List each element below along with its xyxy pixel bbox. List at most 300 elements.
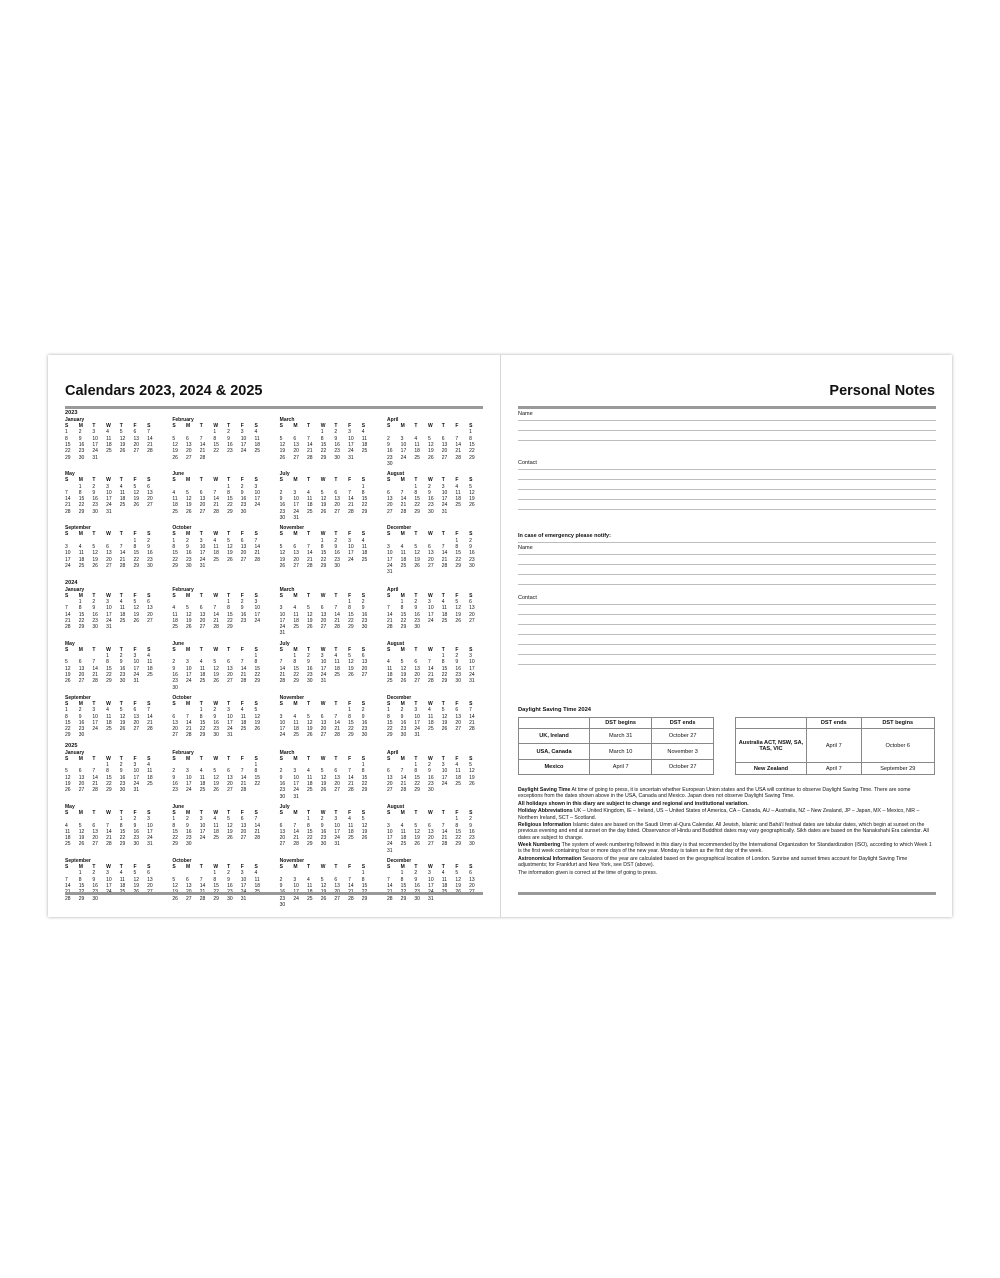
day-cell: 16 bbox=[334, 550, 340, 557]
weekday-label: T bbox=[227, 646, 231, 653]
day-cell: 10 bbox=[254, 489, 261, 496]
day-cell: 1 bbox=[227, 483, 230, 490]
day-cell: 4 bbox=[307, 876, 310, 883]
day-cell: 1 bbox=[133, 537, 137, 544]
day-cell: 2 bbox=[307, 653, 310, 660]
page-title: Calendars 2023, 2024 & 2025 bbox=[65, 383, 263, 399]
dst-date: April 7 bbox=[807, 763, 862, 775]
month-name: February bbox=[172, 749, 194, 756]
day-cell bbox=[293, 902, 307, 908]
day-cell: 7 bbox=[386, 605, 390, 612]
day-cell: 3 bbox=[428, 870, 431, 877]
month-name: July bbox=[279, 640, 290, 647]
day-cell: 2 bbox=[334, 429, 338, 436]
day-cell bbox=[227, 455, 241, 461]
weekday-label: W bbox=[213, 477, 219, 484]
dst-date: April 7 bbox=[590, 760, 652, 775]
day-cell: 22 bbox=[227, 617, 233, 624]
dst-region: USA, Canada bbox=[519, 744, 590, 760]
day-cell: 13 bbox=[78, 665, 85, 672]
day-cell: 23 bbox=[240, 617, 247, 624]
day-cell bbox=[213, 563, 227, 569]
week-row bbox=[65, 896, 161, 902]
day-cell: 9 bbox=[227, 435, 230, 442]
weekday-label: T bbox=[307, 592, 311, 599]
day-cell: 5 bbox=[133, 598, 137, 605]
day-cell: 5 bbox=[92, 544, 96, 551]
diary-spread bbox=[48, 355, 952, 917]
write-line bbox=[518, 500, 936, 510]
day-cell: 12 bbox=[65, 774, 71, 781]
day-cell: 11 bbox=[240, 713, 246, 720]
day-cell: 2 bbox=[92, 483, 96, 490]
weekday-label: S bbox=[279, 755, 283, 762]
day-cell: 21 bbox=[400, 502, 407, 509]
dst-date: March 31 bbox=[590, 729, 652, 744]
day-cell: 24 bbox=[106, 617, 112, 624]
weekday-label: T bbox=[441, 423, 445, 429]
day-cell: 17 bbox=[147, 828, 153, 835]
weekday-label: S bbox=[469, 531, 473, 538]
day-cell: 11 bbox=[119, 605, 125, 612]
day-cell: 12 bbox=[172, 441, 178, 448]
write-line bbox=[518, 470, 936, 480]
day-cell: 23 bbox=[92, 502, 98, 509]
day-cell: 3 bbox=[348, 429, 351, 436]
day-cell: 14 bbox=[441, 828, 448, 835]
day-cell: 4 bbox=[455, 483, 459, 490]
day-cell: 1 bbox=[172, 816, 176, 823]
day-cell: 13 bbox=[293, 550, 299, 557]
day-cell: 23 bbox=[334, 448, 340, 455]
day-cell: 7 bbox=[455, 435, 459, 442]
weekday-label: T bbox=[199, 423, 203, 429]
day-cell: 24 bbox=[186, 678, 192, 685]
day-cell: 7 bbox=[199, 435, 203, 442]
weekday-label: T bbox=[441, 700, 445, 707]
day-cell: 19 bbox=[320, 781, 327, 788]
day-cell: 11 bbox=[199, 665, 205, 672]
day-cell: 30 bbox=[400, 732, 407, 739]
day-cell: 2 bbox=[147, 537, 150, 544]
day-cell: 5 bbox=[469, 483, 472, 490]
day-cell: 14 bbox=[334, 611, 340, 618]
day-cell: 24 bbox=[386, 841, 393, 848]
day-cell: 9 bbox=[320, 822, 324, 829]
day-cell: 22 bbox=[293, 671, 299, 678]
weekday-label: M bbox=[293, 477, 298, 484]
day-cell: 16 bbox=[414, 883, 420, 890]
day-cell: 11 bbox=[348, 822, 354, 829]
day-cell: 31 bbox=[414, 732, 420, 739]
day-cell: 23 bbox=[320, 835, 327, 842]
day-cell: 6 bbox=[92, 822, 96, 829]
day-cell: 1 bbox=[106, 653, 109, 660]
day-cell: 13 bbox=[455, 713, 461, 720]
day-cell: 15 bbox=[361, 883, 368, 890]
day-cell: 28 bbox=[213, 624, 219, 631]
day-cell: 7 bbox=[400, 489, 404, 496]
day-cell: 2 bbox=[361, 598, 365, 605]
day-cell: 26 bbox=[133, 617, 139, 624]
day-cell: 7 bbox=[386, 876, 390, 883]
day-cell: 28 bbox=[386, 895, 393, 902]
day-cell: 27 bbox=[334, 895, 340, 902]
day-cell: 24 bbox=[92, 726, 98, 733]
day-cell: 16 bbox=[469, 550, 475, 557]
month-name: August bbox=[386, 471, 405, 478]
day-cell bbox=[348, 515, 362, 521]
day-cell: 4 bbox=[78, 544, 82, 551]
day-cell: 6 bbox=[334, 489, 338, 496]
month-row bbox=[65, 695, 483, 743]
weekday-label: F bbox=[455, 809, 459, 816]
day-cell bbox=[321, 902, 335, 908]
day-cell: 26 bbox=[428, 454, 434, 461]
day-cell: 17 bbox=[65, 556, 71, 563]
day-cell: 2 bbox=[334, 537, 338, 544]
day-cell: 9 bbox=[279, 496, 283, 503]
day-cell: 14 bbox=[213, 611, 219, 618]
day-cell: 16 bbox=[361, 611, 368, 618]
day-cell: 15 bbox=[307, 828, 313, 835]
day-cell: 24 bbox=[279, 732, 286, 739]
day-cell: 21 bbox=[147, 441, 153, 448]
day-cell: 26 bbox=[361, 835, 368, 842]
day-cell: 18 bbox=[400, 556, 407, 563]
day-cell: 13 bbox=[133, 713, 139, 720]
day-cell: 9 bbox=[227, 876, 230, 883]
day-cell: 31 bbox=[293, 793, 299, 800]
day-cell: 12 bbox=[428, 441, 434, 448]
day-cell: 28 bbox=[293, 841, 299, 848]
day-cell: 19 bbox=[279, 556, 286, 563]
weekday-label: F bbox=[348, 700, 352, 707]
day-cell: 16 bbox=[428, 496, 434, 503]
day-cell: 11 bbox=[400, 828, 406, 835]
day-cell bbox=[455, 461, 469, 467]
day-cell: 29 bbox=[348, 732, 354, 739]
day-cell bbox=[348, 841, 362, 847]
day-cell: 19 bbox=[414, 835, 420, 842]
day-cell bbox=[362, 794, 376, 800]
month-name: July bbox=[279, 471, 290, 478]
day-cell: 27 bbox=[386, 787, 393, 794]
name-field bbox=[518, 411, 936, 441]
day-cell: 7 bbox=[428, 659, 431, 666]
day-cell: 27 bbox=[240, 835, 247, 842]
day-cell: 26 bbox=[320, 508, 327, 515]
month-grid bbox=[172, 587, 268, 637]
day-cell: 12 bbox=[133, 489, 139, 496]
day-cell: 4 bbox=[213, 537, 217, 544]
day-cell: 6 bbox=[334, 768, 338, 775]
day-cell: 11 bbox=[78, 550, 84, 557]
day-cell: 2 bbox=[119, 762, 123, 769]
info-paragraph bbox=[518, 822, 936, 841]
reference-notes bbox=[518, 787, 936, 877]
week-row bbox=[172, 563, 268, 569]
day-cell: 6 bbox=[441, 435, 445, 442]
day-cell bbox=[213, 685, 227, 691]
day-cell: 18 bbox=[213, 828, 219, 835]
day-cell: 14 bbox=[199, 883, 206, 890]
day-cell: 13 bbox=[469, 605, 475, 612]
day-cell: 15 bbox=[65, 441, 71, 448]
day-cell: 14 bbox=[254, 544, 261, 551]
day-cell: 22 bbox=[172, 556, 178, 563]
day-cell: 24 bbox=[92, 448, 98, 455]
weekday-label: T bbox=[441, 531, 445, 538]
day-cell: 28 bbox=[147, 726, 153, 733]
weekday-label: T bbox=[92, 700, 96, 707]
day-cell: 23 bbox=[469, 556, 475, 563]
day-cell: 13 bbox=[334, 883, 340, 890]
weekday-label: S bbox=[386, 592, 391, 599]
day-cell bbox=[241, 732, 255, 738]
day-cell: 30 bbox=[186, 841, 192, 848]
day-cell: 3 bbox=[227, 707, 230, 714]
weekday-label: M bbox=[400, 646, 405, 653]
weekday-label: T bbox=[334, 700, 338, 707]
day-cell: 23 bbox=[186, 556, 192, 563]
day-cell: 22 bbox=[386, 726, 393, 733]
day-cell: 23 bbox=[414, 617, 420, 624]
day-cell bbox=[254, 624, 268, 630]
day-cell: 2 bbox=[172, 659, 176, 666]
day-cell: 11 bbox=[254, 876, 260, 883]
day-cell: 25 bbox=[240, 726, 247, 733]
day-cell: 2 bbox=[455, 653, 459, 660]
day-cell: 26 bbox=[119, 448, 126, 455]
weekday-label: T bbox=[334, 755, 338, 762]
weekday-label: F bbox=[240, 809, 244, 816]
day-cell: 7 bbox=[106, 822, 109, 829]
day-cell: 17 bbox=[386, 556, 393, 563]
day-cell: 31 bbox=[441, 508, 448, 515]
day-cell: 15 bbox=[469, 441, 475, 448]
day-cell: 23 bbox=[119, 781, 126, 788]
day-cell: 20 bbox=[186, 448, 192, 455]
day-cell: 23 bbox=[400, 726, 407, 733]
day-cell: 12 bbox=[227, 544, 233, 551]
weekday-label: S bbox=[65, 700, 69, 707]
week-row bbox=[387, 848, 483, 854]
dst-table-north bbox=[518, 717, 714, 775]
weekday-label: S bbox=[469, 864, 473, 871]
day-cell: 4 bbox=[65, 822, 68, 829]
day-cell: 18 bbox=[254, 441, 261, 448]
day-cell: 12 bbox=[133, 876, 139, 883]
day-cell bbox=[227, 685, 241, 691]
day-cell: 12 bbox=[320, 496, 327, 503]
day-cell: 30 bbox=[172, 684, 178, 691]
day-cell: 29 bbox=[400, 895, 407, 902]
write-line bbox=[518, 540, 936, 543]
day-cell: 9 bbox=[361, 605, 365, 612]
day-cell: 18 bbox=[119, 883, 126, 890]
day-cell: 24 bbox=[293, 895, 299, 902]
day-cell: 20 bbox=[199, 617, 206, 624]
weekday-label: W bbox=[428, 809, 433, 816]
day-cell: 27 bbox=[469, 617, 475, 624]
day-cell: 16 bbox=[334, 441, 340, 448]
day-cell: 25 bbox=[348, 835, 354, 842]
day-cell bbox=[362, 841, 376, 847]
day-cell: 17 bbox=[334, 828, 340, 835]
day-cell: 18 bbox=[199, 781, 206, 788]
day-cell: 2 bbox=[414, 870, 418, 877]
day-cell bbox=[455, 787, 469, 793]
day-cell: 8 bbox=[119, 822, 123, 829]
weekday-label: F bbox=[240, 477, 244, 484]
day-cell: 16 bbox=[455, 665, 461, 672]
day-cell bbox=[362, 455, 376, 461]
day-cell: 21 bbox=[240, 781, 247, 788]
day-cell: 1 bbox=[254, 653, 258, 660]
day-cell: 25 bbox=[361, 448, 368, 455]
day-cell: 30 bbox=[240, 508, 247, 515]
weekday-label: M bbox=[78, 864, 83, 871]
day-cell: 6 bbox=[106, 544, 109, 551]
day-cell: 31 bbox=[133, 787, 139, 794]
info-paragraph bbox=[518, 870, 936, 876]
day-cell: 24 bbox=[348, 448, 354, 455]
day-cell: 14 bbox=[186, 719, 192, 726]
day-cell: 19 bbox=[279, 448, 286, 455]
day-cell: 17 bbox=[428, 611, 434, 618]
day-cell: 18 bbox=[119, 611, 126, 618]
day-cell bbox=[428, 848, 442, 854]
day-cell: 18 bbox=[106, 719, 112, 726]
weekday-label: W bbox=[428, 646, 433, 653]
week-row bbox=[172, 624, 268, 630]
day-cell bbox=[200, 841, 214, 847]
day-cell: 16 bbox=[469, 828, 475, 835]
day-cell: 20 bbox=[78, 671, 85, 678]
day-cell: 6 bbox=[469, 870, 472, 877]
day-cell: 3 bbox=[293, 768, 297, 775]
emergency-contact-field bbox=[518, 595, 936, 665]
day-cell: 11 bbox=[254, 435, 260, 442]
day-cell: 3 bbox=[279, 605, 283, 612]
weekday-label: F bbox=[348, 423, 352, 429]
day-cell: 7 bbox=[348, 876, 351, 883]
day-cell: 30 bbox=[78, 454, 85, 461]
day-cell: 3 bbox=[92, 429, 96, 436]
day-cell: 2 bbox=[279, 876, 283, 883]
info-heading: Daylight Saving Time bbox=[518, 787, 571, 793]
weekday-label: W bbox=[213, 700, 219, 707]
month-name: April bbox=[386, 417, 399, 423]
month-row bbox=[65, 804, 483, 858]
day-cell: 20 bbox=[133, 719, 139, 726]
weekday-label: W bbox=[106, 592, 111, 599]
day-cell: 1 bbox=[441, 653, 445, 660]
day-cell: 2 bbox=[78, 707, 82, 714]
day-cell: 7 bbox=[119, 544, 123, 551]
weekday-label: W bbox=[213, 592, 219, 599]
weekday-label: F bbox=[133, 423, 137, 429]
day-cell bbox=[469, 461, 483, 467]
day-cell: 14 bbox=[307, 550, 313, 557]
month-row bbox=[65, 587, 483, 641]
day-cell: 6 bbox=[186, 435, 189, 442]
weekday-label: F bbox=[133, 864, 137, 871]
day-cell: 12 bbox=[119, 713, 126, 720]
day-cell: 14 bbox=[199, 441, 206, 448]
month-grid bbox=[280, 641, 376, 691]
weekday-label: S bbox=[279, 700, 283, 707]
day-cell bbox=[120, 624, 134, 630]
day-cell: 2 bbox=[227, 870, 230, 877]
day-cell: 25 bbox=[147, 671, 153, 678]
day-cell: 11 bbox=[455, 768, 461, 775]
day-cell: 8 bbox=[361, 489, 365, 496]
day-cell: 19 bbox=[307, 726, 313, 733]
month-grid bbox=[280, 587, 376, 637]
weekday-label: T bbox=[414, 477, 418, 484]
day-cell: 8 bbox=[361, 876, 365, 883]
weekday-label: F bbox=[240, 700, 244, 707]
day-cell: 2 bbox=[469, 537, 472, 544]
day-cell: 24 bbox=[227, 726, 233, 733]
day-cell bbox=[133, 624, 147, 630]
day-cell: 27 bbox=[320, 732, 327, 739]
weekday-label: T bbox=[199, 592, 203, 599]
weekday-label: F bbox=[133, 646, 137, 653]
day-cell: 4 bbox=[119, 870, 123, 877]
weekday-label: T bbox=[414, 531, 418, 538]
day-cell: 20 bbox=[147, 611, 153, 618]
day-cell: 26 bbox=[227, 556, 233, 563]
day-cell: 14 bbox=[240, 774, 247, 781]
info-paragraph bbox=[518, 801, 936, 807]
day-cell: 22 bbox=[227, 502, 233, 509]
weekday-label: M bbox=[293, 423, 298, 429]
day-cell: 30 bbox=[279, 901, 286, 908]
day-cell: 26 bbox=[279, 562, 286, 569]
day-cell: 29 bbox=[320, 454, 327, 461]
day-cell: 29 bbox=[172, 562, 178, 569]
day-cell: 3 bbox=[133, 762, 137, 769]
weekday-label: T bbox=[199, 700, 203, 707]
day-cell: 5 bbox=[320, 876, 324, 883]
day-cell: 10 bbox=[186, 665, 192, 672]
day-cell: 14 bbox=[441, 550, 448, 557]
weekday-label: M bbox=[186, 700, 191, 707]
day-cell: 3 bbox=[240, 870, 244, 877]
day-cell bbox=[293, 630, 307, 636]
day-cell: 14 bbox=[469, 713, 475, 720]
day-cell: 15 bbox=[455, 550, 461, 557]
day-cell: 25 bbox=[414, 454, 420, 461]
dst-region: New Zealand bbox=[736, 763, 807, 775]
day-cell: 19 bbox=[361, 828, 368, 835]
day-cell: 6 bbox=[293, 544, 297, 551]
day-cell: 3 bbox=[441, 762, 445, 769]
day-cell: 10 bbox=[293, 496, 299, 503]
weekday-label: S bbox=[65, 809, 69, 816]
day-cell: 20 bbox=[469, 611, 475, 618]
day-cell: 23 bbox=[78, 448, 85, 455]
day-cell: 27 bbox=[172, 732, 178, 739]
day-cell: 6 bbox=[186, 876, 189, 883]
day-cell: 31 bbox=[92, 454, 98, 461]
day-cell: 27 bbox=[428, 841, 434, 848]
day-cell: 21 bbox=[119, 556, 126, 563]
day-cell: 2 bbox=[186, 537, 189, 544]
